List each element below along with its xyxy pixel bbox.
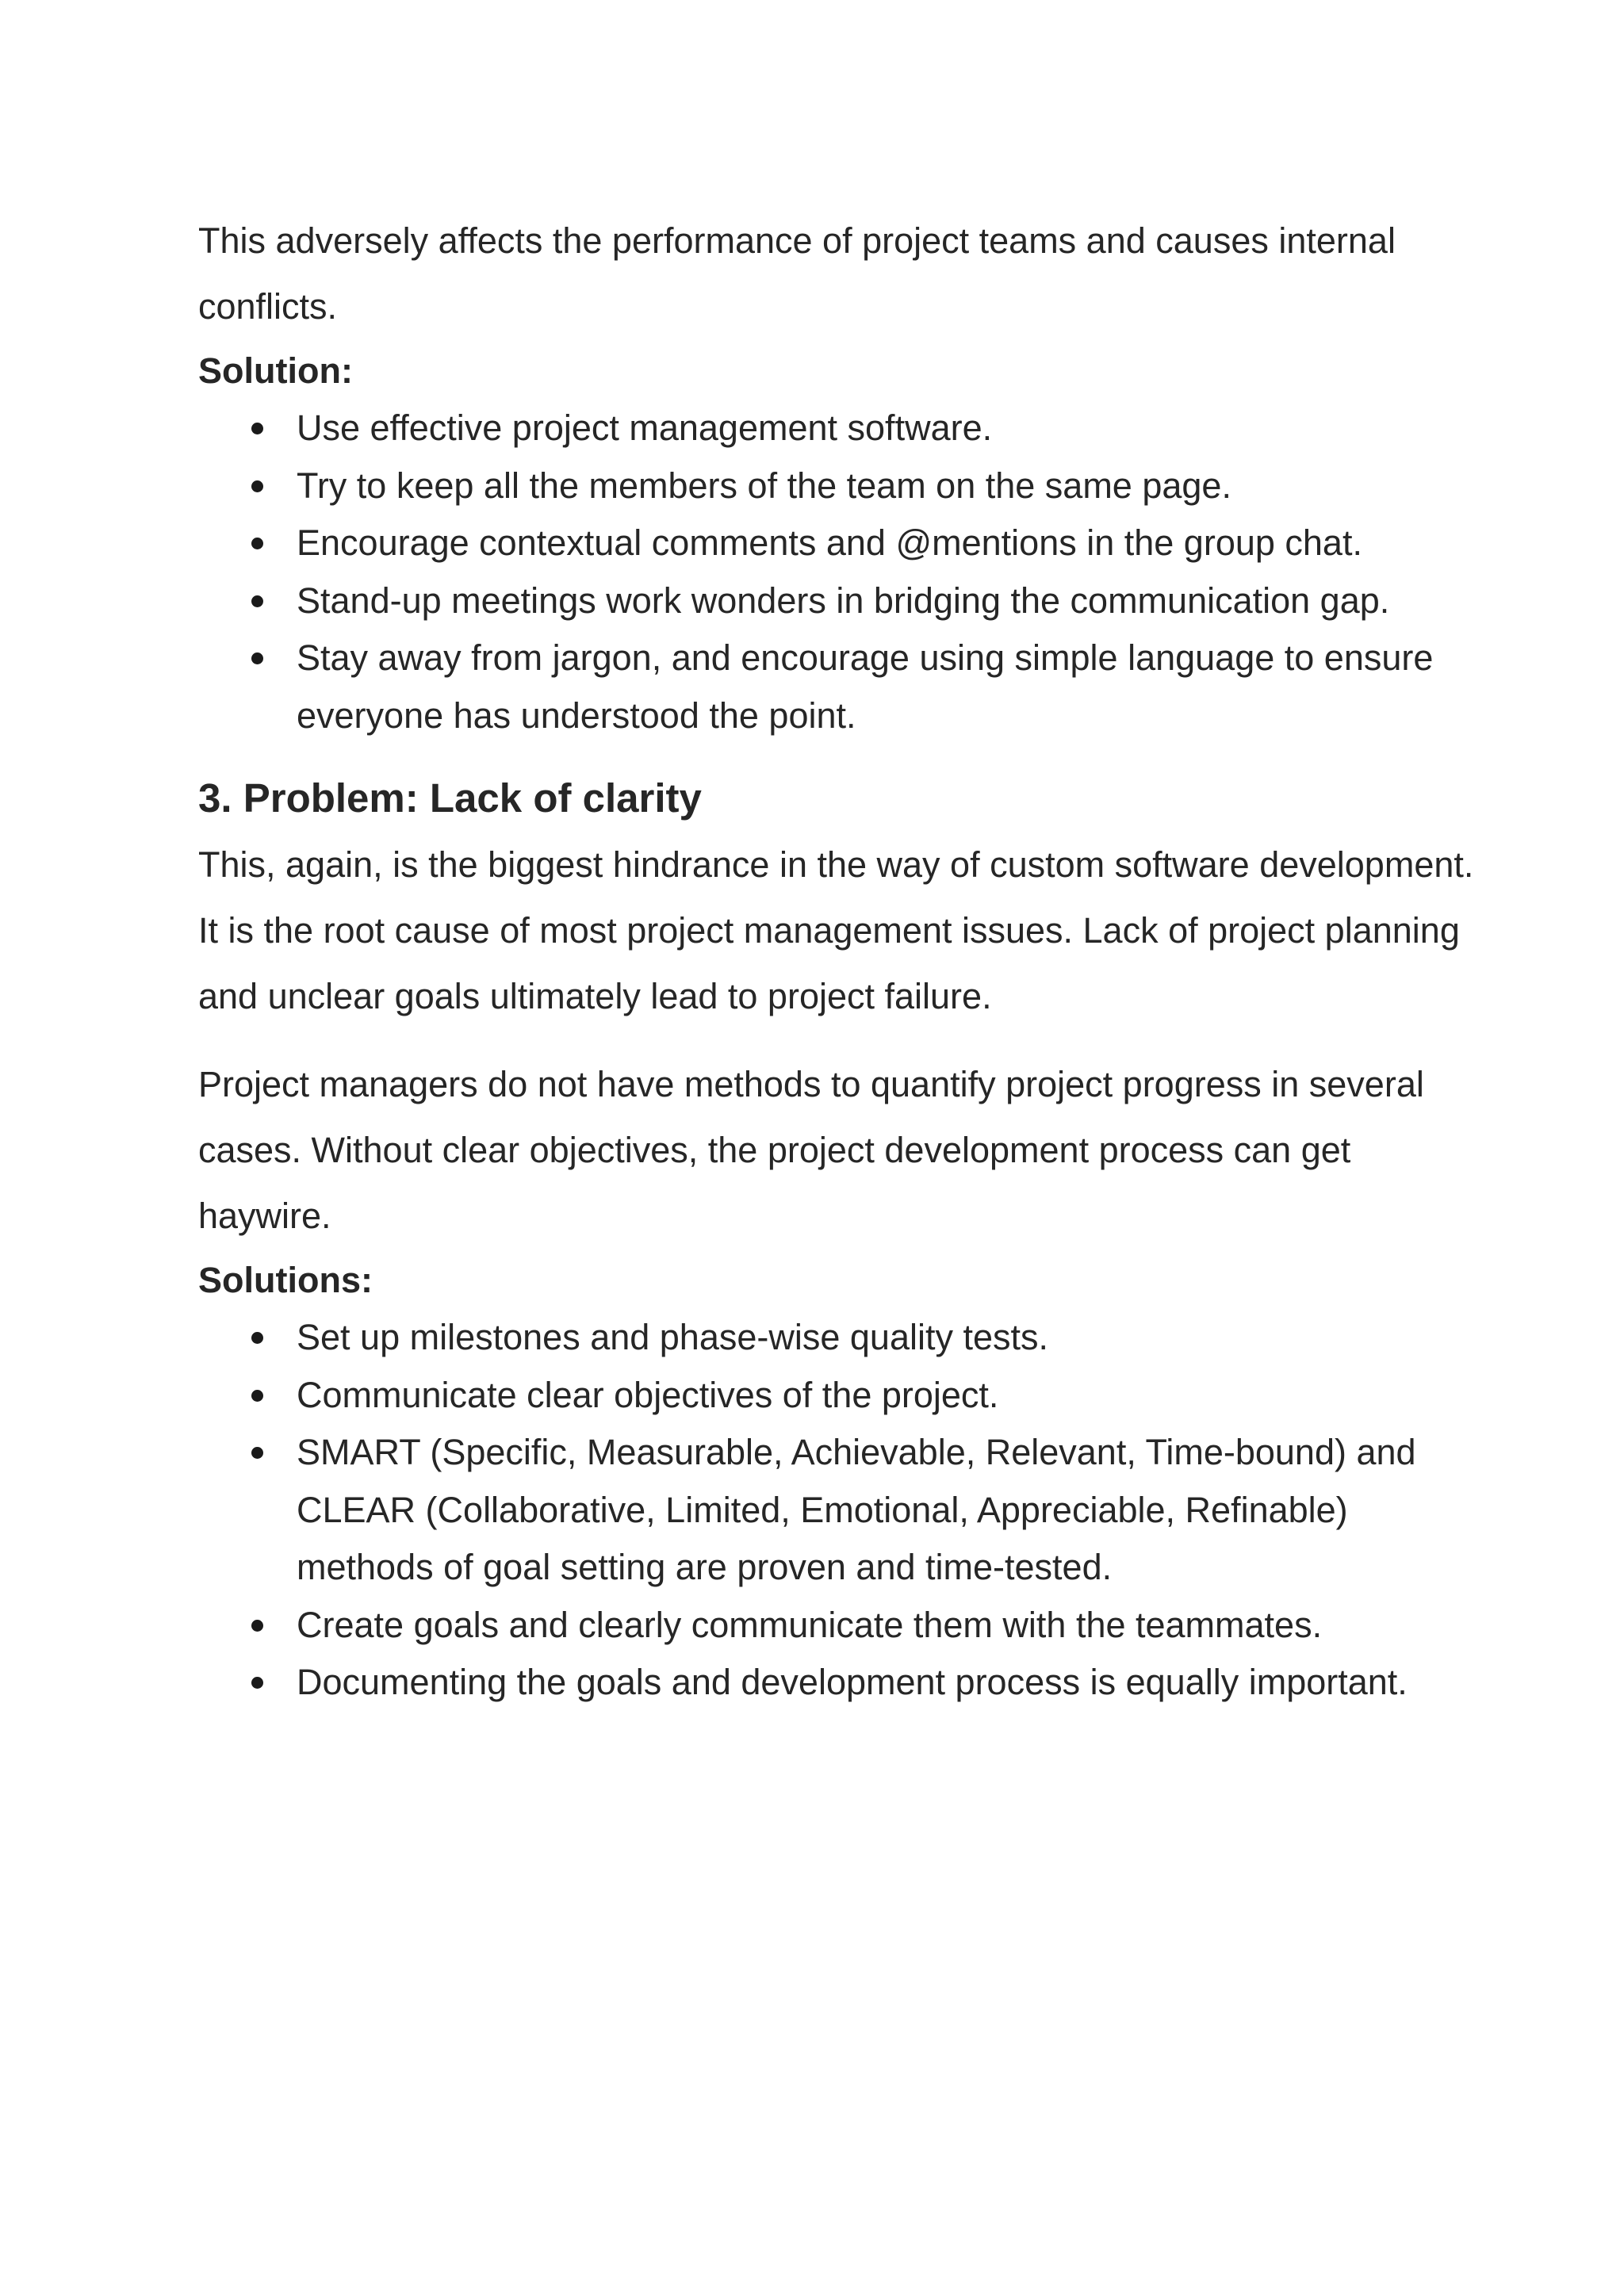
list-item-text: Encourage contextual comments and @mentions in the group chat. (297, 522, 1362, 563)
list-item (297, 1309, 1475, 1367)
intro-paragraph: This adversely affects the performance of project teams and causes internal conflicts. (198, 220, 1396, 327)
solution-list (198, 400, 1475, 744)
bullet-icon (251, 538, 263, 549)
list-item-text: Documenting the goals and development process is equally important. (297, 1662, 1408, 1702)
list-item-text: SMART (Specific, Measurable, Achievable, Relevant, Time-bound) and CLEAR (Collaborative, Limited, Emotional, Appreciable, Refinable) methods of goal setting are proven and time-tested. (297, 1432, 1416, 1587)
paragraph-spacer (198, 1029, 1475, 1051)
solution-label: Solution: (198, 350, 353, 391)
list-item (297, 457, 1475, 515)
list-item-text: Stay away from jargon, and encourage using simple language to ensure everyone has understood the point. (297, 637, 1434, 736)
list-item (297, 400, 1475, 457)
solutions-label: Solutions: (198, 1260, 373, 1300)
bullet-icon (251, 595, 263, 607)
list-item (297, 1424, 1475, 1597)
list-item-text: Try to keep all the members of the team on the same page. (297, 465, 1231, 506)
list-item (297, 629, 1475, 744)
bullet-icon (251, 652, 263, 664)
list-item-text: Set up milestones and phase-wise quality tests. (297, 1317, 1049, 1357)
list-item (297, 1597, 1475, 1655)
section-paragraph-2: Project managers do not have methods to quantify project progress in several cases. Without clear objectives, the project development process can get haywire. (198, 1064, 1424, 1236)
list-item-text: Communicate clear objectives of the project. (297, 1374, 999, 1415)
list-item (297, 1654, 1475, 1712)
list-item (297, 572, 1475, 630)
list-item-text: Create goals and clearly communicate them with the teammates. (297, 1604, 1323, 1645)
bullet-icon (251, 1620, 263, 1632)
list-item-text: Use effective project management software. (297, 408, 993, 448)
bullet-icon (251, 1677, 263, 1689)
bullet-icon (251, 1447, 263, 1459)
document-page (198, 208, 1475, 1712)
list-item (297, 1367, 1475, 1425)
list-item-text: Stand-up meetings work wonders in bridging the communication gap. (297, 580, 1390, 621)
bullet-icon (251, 423, 263, 434)
solutions-list (198, 1309, 1475, 1712)
bullet-icon (251, 1332, 263, 1344)
list-item (297, 515, 1475, 572)
bullet-icon (251, 1390, 263, 1402)
bullet-icon (251, 480, 263, 492)
section-paragraph-1: This, again, is the biggest hindrance in the way of custom software development. It is the root cause of most project management issues. Lack of project planning and unclear goals ultimately lead to project failure. (198, 844, 1474, 1016)
section-heading: 3. Problem: Lack of clarity (198, 775, 702, 821)
